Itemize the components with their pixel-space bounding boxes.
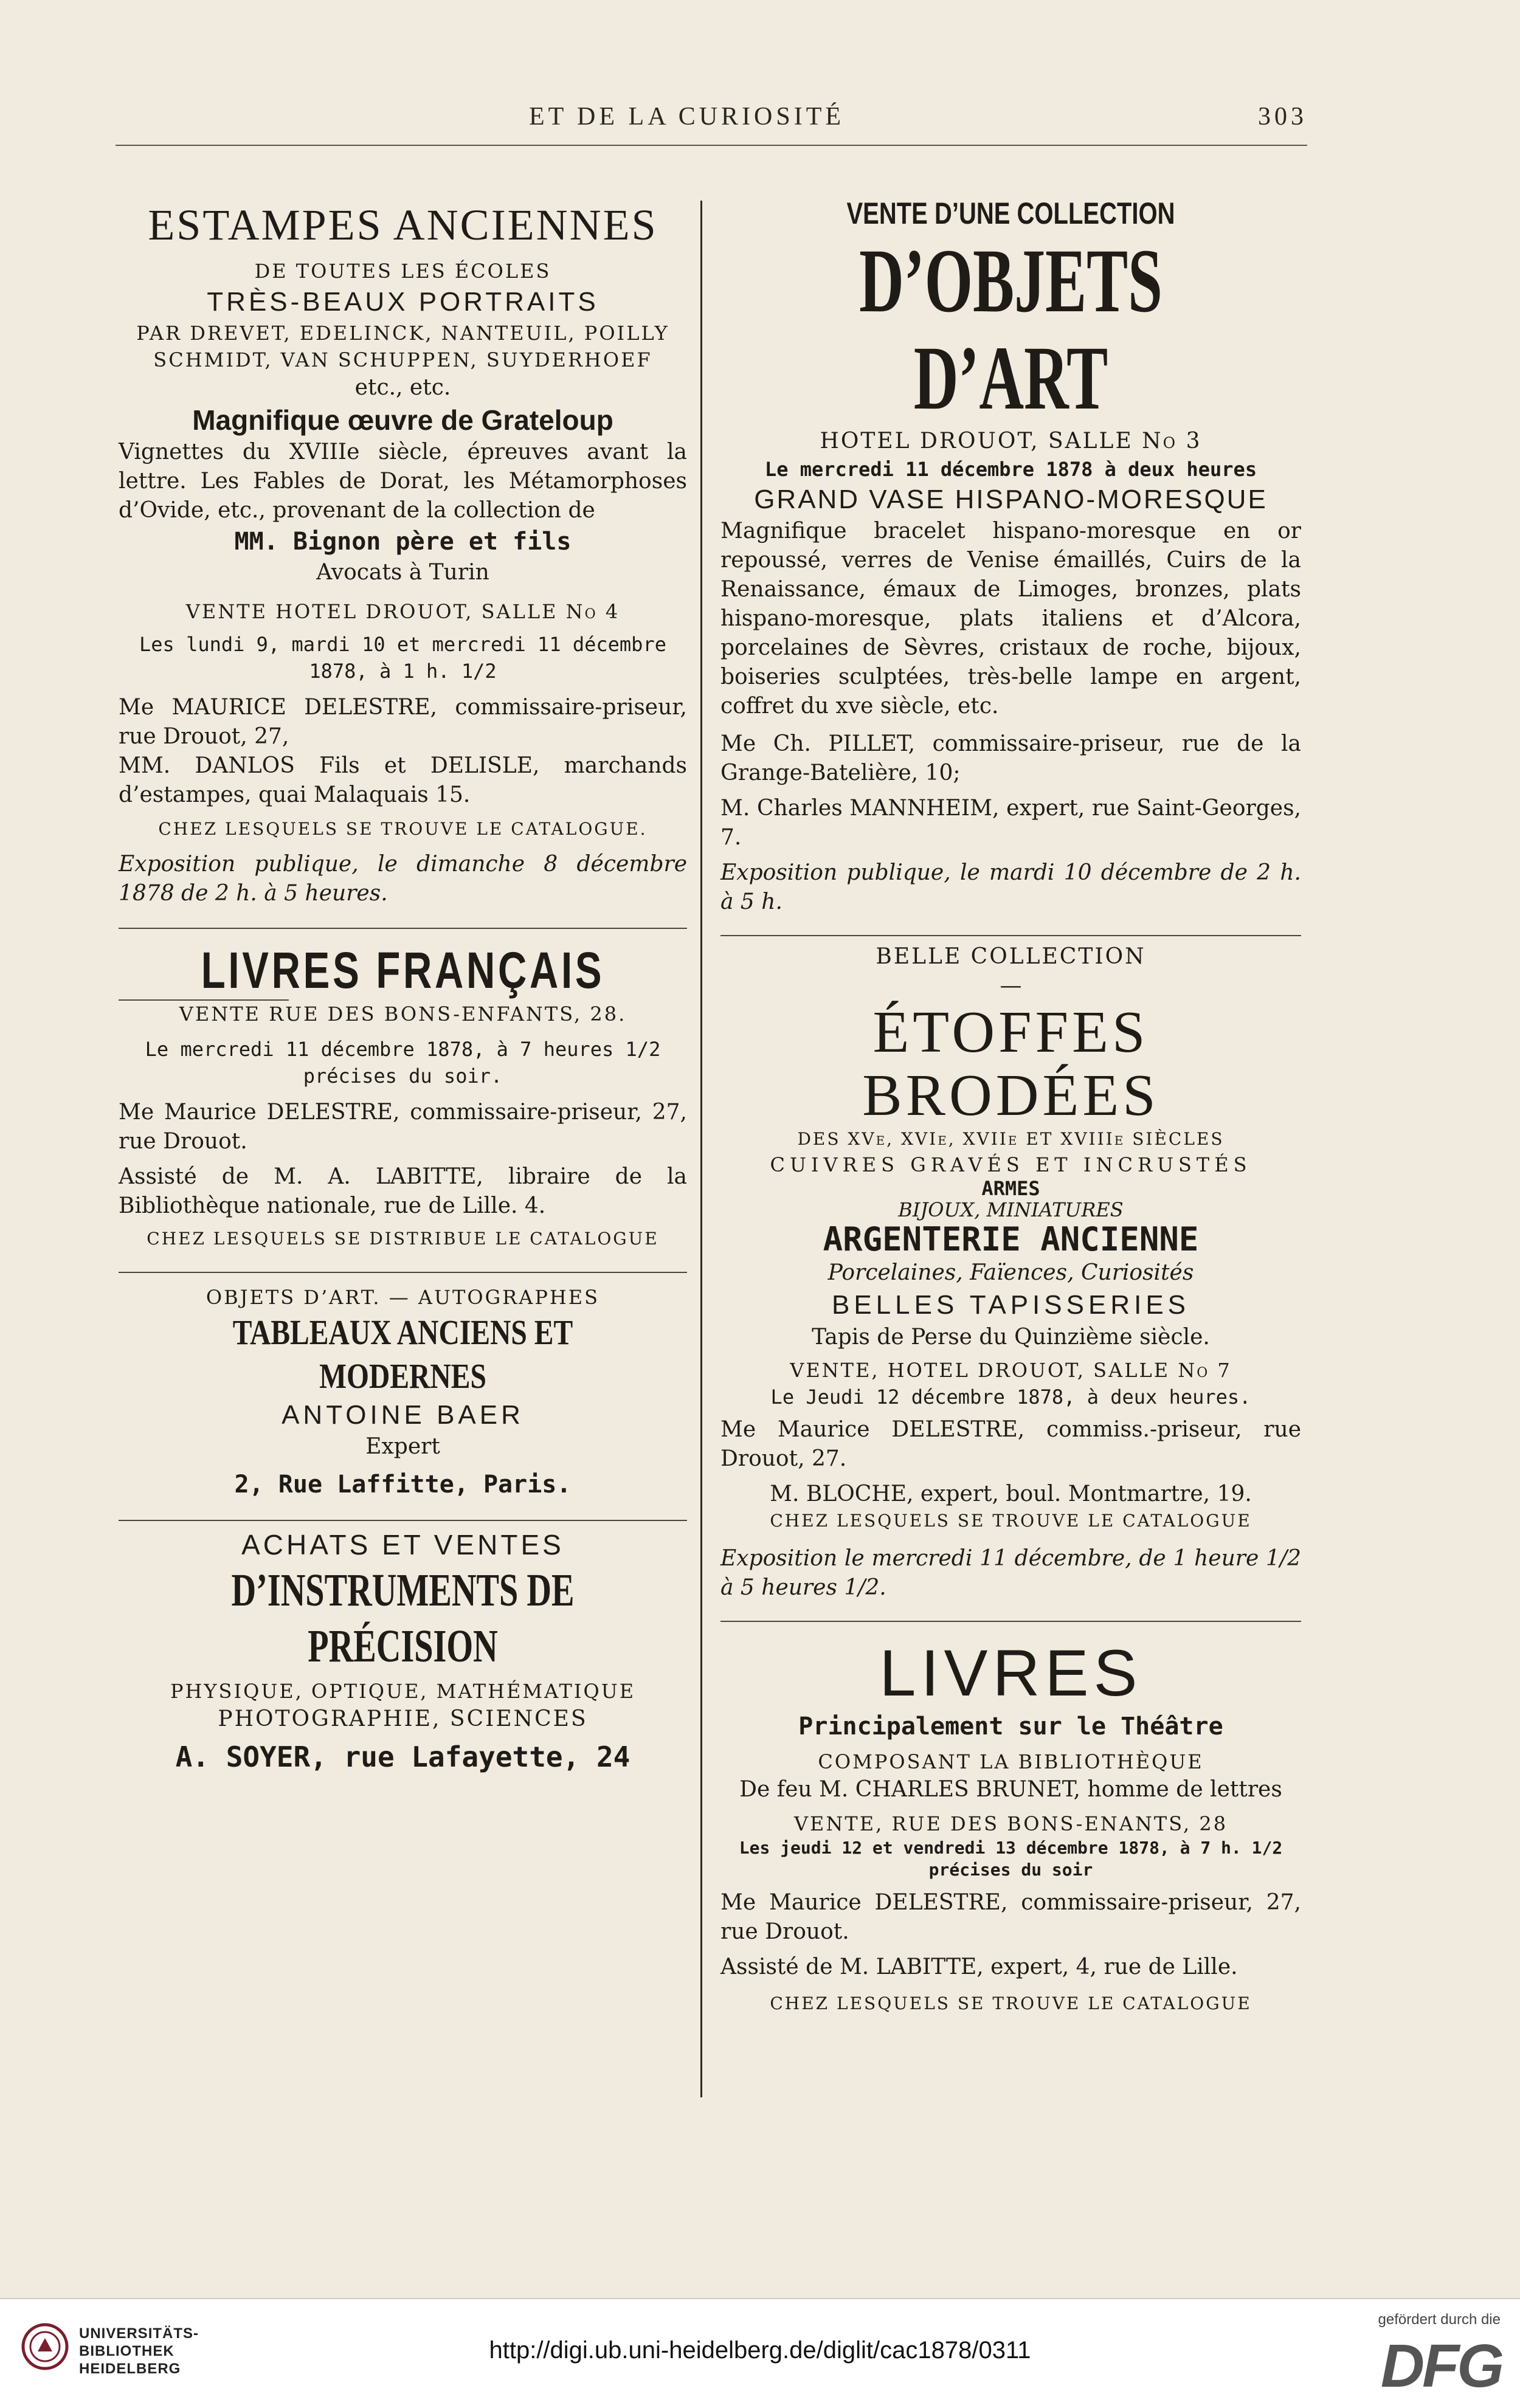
- livres-right-composant: COMPOSANT LA BIBLIOTHÈQUE: [818, 1750, 1204, 1773]
- dfg-logo: DFG: [1380, 2332, 1502, 2400]
- objets-expert: M. Charles MANNHEIM, expert, rue Saint-Georges, 7.: [720, 796, 1301, 850]
- running-head: [116, 102, 1307, 139]
- livres-vente: VENTE RUE DES BONS-ENFANTS, 28.: [179, 1002, 627, 1026]
- estampes-desc: Vignettes du XVIIIe siècle, épreuves avant la lettre. Les Fables de Dorat, les Métamorphoses d’Ovide, etc., provenant de la collection de: [119, 440, 687, 523]
- estampes-commissaire: Me MAURICE DELESTRE, commissaire-priseur, rue Drouot, 27,: [119, 695, 687, 749]
- estampes-dates: Les lundi 9, mardi 10 et mercredi 11 décembre 1878, à 1 h. 1/2: [139, 633, 666, 683]
- etoffes-catalogue: CHEZ LESQUELS SE TROUVE LE CATALOGUE: [770, 1511, 1252, 1531]
- objets-exposition: Exposition publique, le mardi 10 décembre de 2 h. à 5 h.: [720, 860, 1301, 914]
- baer-kicker: OBJETS D’ART. — AUTOGRAPHES: [206, 1286, 600, 1309]
- left-column: [119, 195, 687, 1776]
- baer-title-wrap: [119, 1311, 687, 1398]
- objets-vase: GRAND VASE HISPANO-MORESQUE: [754, 485, 1268, 514]
- etoffes-title: ÉTOFFES BRODÉES: [862, 999, 1159, 1128]
- divider: [720, 1621, 1301, 1622]
- estampes-etc: etc., etc.: [354, 375, 451, 400]
- estampes-title: ESTAMPES ANCIENNES: [148, 201, 658, 249]
- etoffes-vente: VENTE, HOTEL DROUOT, SALLE No 7: [790, 1359, 1232, 1382]
- etoffes-dates: Le Jeudi 12 décembre 1878, à deux heures.: [770, 1385, 1251, 1409]
- livres-right-commissaire: Me Maurice DELESTRE, commissaire-priseur, 27, rue Drouot.: [720, 1890, 1301, 1944]
- estampes-exposition: Exposition publique, le dimanche 8 décembre 1878 de 2 h. à 5 heures.: [119, 852, 687, 906]
- library-line: HEIDELBERG: [79, 2361, 181, 2377]
- livres-right-catalogue: CHEZ LESQUELS SE TROUVE LE CATALOGUE: [770, 1993, 1252, 2013]
- objets-hotel: HOTEL DROUOT, SALLE No 3: [820, 429, 1202, 454]
- etoffes-tapisseries: BELLES TAPISSERIES: [831, 1290, 1190, 1320]
- estampes-sub2: TRÈS-BEAUX PORTRAITS: [207, 287, 599, 317]
- estampes-owners-sub: Avocats à Turin: [316, 560, 489, 585]
- estampes-artists2: SCHMIDT, VAN SCHUPPEN, SUYDERHOEF: [153, 348, 652, 371]
- soyer-address: A. SOYER, rue Lafayette, 24: [175, 1740, 630, 1773]
- column-divider: [700, 201, 702, 2097]
- livres-title: LIVRES FRANÇAIS: [201, 942, 605, 999]
- livres-catalogue: CHEZ LESQUELS SE DISTRIBUE LE CATALOGUE: [147, 1229, 659, 1249]
- baer-address: 2, Rue Laffitte, Paris.: [234, 1471, 572, 1499]
- livres-right-vente: VENTE, RUE DES BONS-ENANTS, 28: [793, 1812, 1228, 1835]
- etoffes-argenterie: ARGENTERIE ANCIENNE: [823, 1220, 1199, 1258]
- objets-desc: Magnifique bracelet hispano-moresque en or repoussé, verres de Venise émaillés, Cuirs de la Renaissance, émaux de Limoges, bronzes, plats hispano-moresque, plats italiens et d’Alcora, porcelaines de Sèvres, cristaux de roche, bijoux, boiseries sculptées, très-belle lampe en argent, coffret du xve siècle, etc.: [720, 519, 1301, 719]
- right-column: [720, 195, 1301, 2016]
- soyer-sub2: PHOTOGRAPHIE, SCIENCES: [218, 1706, 588, 1731]
- livres-right-dates: Les jeudi 12 et vendredi 13 décembre 1878, à 7 h. 1/2 précises du soir: [739, 1838, 1283, 1880]
- estampes-vente: VENTE HOTEL DROUOT, SALLE No 4: [185, 600, 620, 623]
- running-title: ET DE LA CURIOSITÉ: [529, 103, 845, 131]
- funded-by-label: gefördert durch die: [1378, 2311, 1501, 2328]
- library-line: UNIVERSITÄTS-: [79, 2325, 199, 2342]
- objets-kicker: VENTE D’UNE COLLECTION: [846, 196, 1175, 230]
- etoffes-dash: —: [1000, 973, 1022, 998]
- estampes-artists1: PAR DREVET, EDELINCK, NANTEUIL, POILLY: [136, 322, 669, 345]
- baer-name: ANTOINE BAER: [282, 1400, 524, 1430]
- divider: [720, 935, 1301, 936]
- livres-right-title: LIVRES: [879, 1636, 1142, 1709]
- etoffes-expert: M. BLOCHE, expert, boul. Montmartre, 19.: [770, 1482, 1252, 1506]
- soyer-title-wrap: [119, 1562, 687, 1674]
- soyer-sub1: PHYSIQUE, OPTIQUE, MATHÉMATIQUE: [170, 1680, 636, 1703]
- estampes-owners: MM. Bignon père et fils: [234, 528, 572, 556]
- estampes-marchands: MM. DANLOS Fils et DELISLE, marchands d’estampes, quai Malaquais 15.: [119, 753, 687, 807]
- etoffes-armes: ARMES: [981, 1177, 1040, 1200]
- estampes-sub1: DE TOUTES LES ÉCOLES: [254, 260, 551, 283]
- etoffes-sub2: CUIVRES GRAVÉS ET INCRUSTÉS: [770, 1153, 1252, 1176]
- objets-dates: Le mercredi 11 décembre 1878 à deux heures: [764, 458, 1257, 481]
- livres-dates: Le mercredi 11 décembre 1878, à 7 heures 1/2 précises du soir.: [145, 1038, 661, 1088]
- objets-title: D’OBJETS D’ART: [859, 230, 1162, 429]
- page-number: 303: [1258, 103, 1307, 131]
- soyer-title: D’INSTRUMENTS DE PRÉCISION: [231, 1565, 575, 1672]
- divider: [119, 1272, 687, 1273]
- livres-title-wrap: [119, 941, 687, 999]
- header-rule: [116, 145, 1307, 146]
- library-line: BIBLIOTHEK: [79, 2343, 174, 2359]
- etoffes-tapis: Tapis de Perse du Quinzième siècle.: [812, 1325, 1210, 1350]
- objets-kicker-wrap: [720, 195, 1301, 232]
- soyer-kicker: ACHATS ET VENTES: [241, 1529, 564, 1561]
- livres-assiste: Assisté de M. A. LABITTE, libraire de la Bibliothèque nationale, rue de Lille. 4.: [119, 1164, 687, 1218]
- etoffes-bijoux: BIJOUX, MINIATURES: [898, 1198, 1124, 1221]
- baer-title: TABLEAUX ANCIENS ET MODERNES: [232, 1313, 573, 1396]
- livres-commissaire: Me Maurice DELESTRE, commissaire-priseur, 27, rue Drouot.: [119, 1100, 687, 1154]
- etoffes-porcelaines: Porcelaines, Faïences, Curiosités: [827, 1260, 1194, 1285]
- etoffes-exposition: Exposition le mercredi 11 décembre, de 1 heure 1/2 à 5 heures 1/2.: [720, 1546, 1301, 1600]
- livres-right-feu: De feu M. CHARLES BRUNET, homme de lettres: [739, 1777, 1282, 1802]
- divider: [119, 1520, 687, 1521]
- objets-title-wrap: [720, 232, 1301, 427]
- divider: [119, 928, 687, 929]
- baer-role: Expert: [365, 1434, 440, 1459]
- viewer-footer: [0, 2298, 1520, 2408]
- permalink-url[interactable]: http://digi.ub.uni-heidelberg.de/diglit/cac1878/0311: [489, 2337, 1031, 2364]
- estampes-oeuvre: Magnifique œuvre de Grateloup: [192, 404, 613, 436]
- etoffes-sub1: DES XVe, XVIe, XVIIe ET XVIIIe SIÈCLES: [797, 1129, 1225, 1149]
- estampes-catalogue: CHEZ LESQUELS SE TROUVE LE CATALOGUE.: [158, 819, 648, 839]
- etoffes-commissaire: Me Maurice DELESTRE, commiss.-priseur, rue Drouot, 27.: [720, 1417, 1301, 1471]
- livres-right-assiste: Assisté de M. LABITTE, expert, 4, rue de Lille.: [720, 1954, 1238, 1979]
- objets-commissaire: Me Ch. PILLET, commissaire-priseur, rue de la Grange-Batelière, 10;: [720, 731, 1301, 785]
- livres-right-sub: Principalement sur le Théâtre: [798, 1713, 1223, 1740]
- etoffes-kicker: BELLE COLLECTION: [876, 944, 1146, 969]
